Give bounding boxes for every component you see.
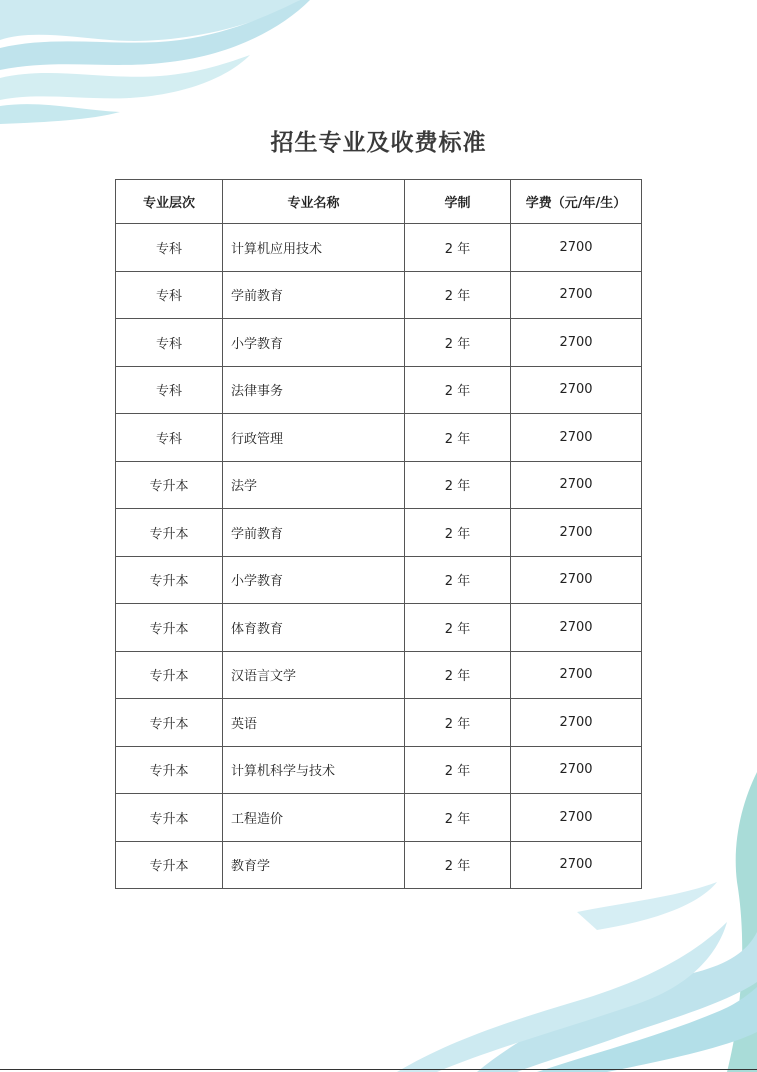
table-header-row xyxy=(116,180,642,224)
fee-table xyxy=(115,179,642,889)
cell-level: 专升本 xyxy=(116,604,223,652)
cell-major-name: 小学教育 xyxy=(223,319,405,367)
cell-fee: 2700 xyxy=(511,604,642,652)
cell-fee: 2700 xyxy=(511,271,642,319)
cell-fee: 2700 xyxy=(511,556,642,604)
cell-major-name: 汉语言文学 xyxy=(223,651,405,699)
cell-level: 专升本 xyxy=(116,651,223,699)
cell-duration: 2 年 xyxy=(405,414,511,462)
table-row xyxy=(116,366,642,414)
cell-major-name: 小学教育 xyxy=(223,556,405,604)
cell-level: 专升本 xyxy=(116,841,223,889)
page-title: 招生专业及收费标准 xyxy=(270,130,487,156)
cell-major-name: 学前教育 xyxy=(223,271,405,319)
cell-level: 专升本 xyxy=(116,746,223,794)
cell-level: 专科 xyxy=(116,271,223,319)
cell-fee: 2700 xyxy=(511,366,642,414)
cell-fee: 2700 xyxy=(511,509,642,557)
cell-major-name: 学前教育 xyxy=(223,509,405,557)
cell-fee: 2700 xyxy=(511,841,642,889)
cell-fee: 2700 xyxy=(511,794,642,842)
cell-duration: 2 年 xyxy=(405,366,511,414)
cell-major-name: 教育学 xyxy=(223,841,405,889)
cell-fee: 2700 xyxy=(511,746,642,794)
cell-fee: 2700 xyxy=(511,461,642,509)
cell-level: 专科 xyxy=(116,319,223,367)
cell-fee: 2700 xyxy=(511,414,642,462)
table-row xyxy=(116,271,642,319)
cell-duration: 2 年 xyxy=(405,556,511,604)
table-row xyxy=(116,414,642,462)
cell-major-name: 行政管理 xyxy=(223,414,405,462)
table-row xyxy=(116,509,642,557)
cell-level: 专科 xyxy=(116,224,223,272)
cell-level: 专升本 xyxy=(116,461,223,509)
cell-fee: 2700 xyxy=(511,224,642,272)
cell-duration: 2 年 xyxy=(405,841,511,889)
cell-major-name: 法学 xyxy=(223,461,405,509)
header-duration: 学制 xyxy=(405,180,511,224)
cell-major-name: 英语 xyxy=(223,699,405,747)
cell-duration: 2 年 xyxy=(405,746,511,794)
cell-fee: 2700 xyxy=(511,699,642,747)
cell-major-name: 法律事务 xyxy=(223,366,405,414)
cell-major-name: 体育教育 xyxy=(223,604,405,652)
cell-duration: 2 年 xyxy=(405,271,511,319)
decorative-wave-top xyxy=(0,0,330,130)
cell-duration: 2 年 xyxy=(405,224,511,272)
cell-duration: 2 年 xyxy=(405,794,511,842)
cell-level: 专升本 xyxy=(116,509,223,557)
cell-fee: 2700 xyxy=(511,319,642,367)
table-row xyxy=(116,841,642,889)
cell-level: 专升本 xyxy=(116,699,223,747)
cell-duration: 2 年 xyxy=(405,699,511,747)
table-row xyxy=(116,224,642,272)
table-row xyxy=(116,556,642,604)
bottom-divider xyxy=(0,1069,757,1070)
cell-duration: 2 年 xyxy=(405,604,511,652)
header-level: 专业层次 xyxy=(116,180,223,224)
cell-duration: 2 年 xyxy=(405,461,511,509)
cell-duration: 2 年 xyxy=(405,319,511,367)
cell-major-name: 工程造价 xyxy=(223,794,405,842)
cell-duration: 2 年 xyxy=(405,651,511,699)
table-row xyxy=(116,794,642,842)
cell-level: 专升本 xyxy=(116,556,223,604)
table-row xyxy=(116,604,642,652)
cell-level: 专科 xyxy=(116,414,223,462)
table-row xyxy=(116,461,642,509)
cell-level: 专科 xyxy=(116,366,223,414)
header-fee: 学费（元/年/生） xyxy=(511,180,642,224)
cell-major-name: 计算机应用技术 xyxy=(223,224,405,272)
table-row xyxy=(116,699,642,747)
header-major-name: 专业名称 xyxy=(223,180,405,224)
table-row xyxy=(116,651,642,699)
cell-level: 专升本 xyxy=(116,794,223,842)
cell-major-name: 计算机科学与技术 xyxy=(223,746,405,794)
cell-duration: 2 年 xyxy=(405,509,511,557)
cell-fee: 2700 xyxy=(511,651,642,699)
table-row xyxy=(116,746,642,794)
table-row xyxy=(116,319,642,367)
